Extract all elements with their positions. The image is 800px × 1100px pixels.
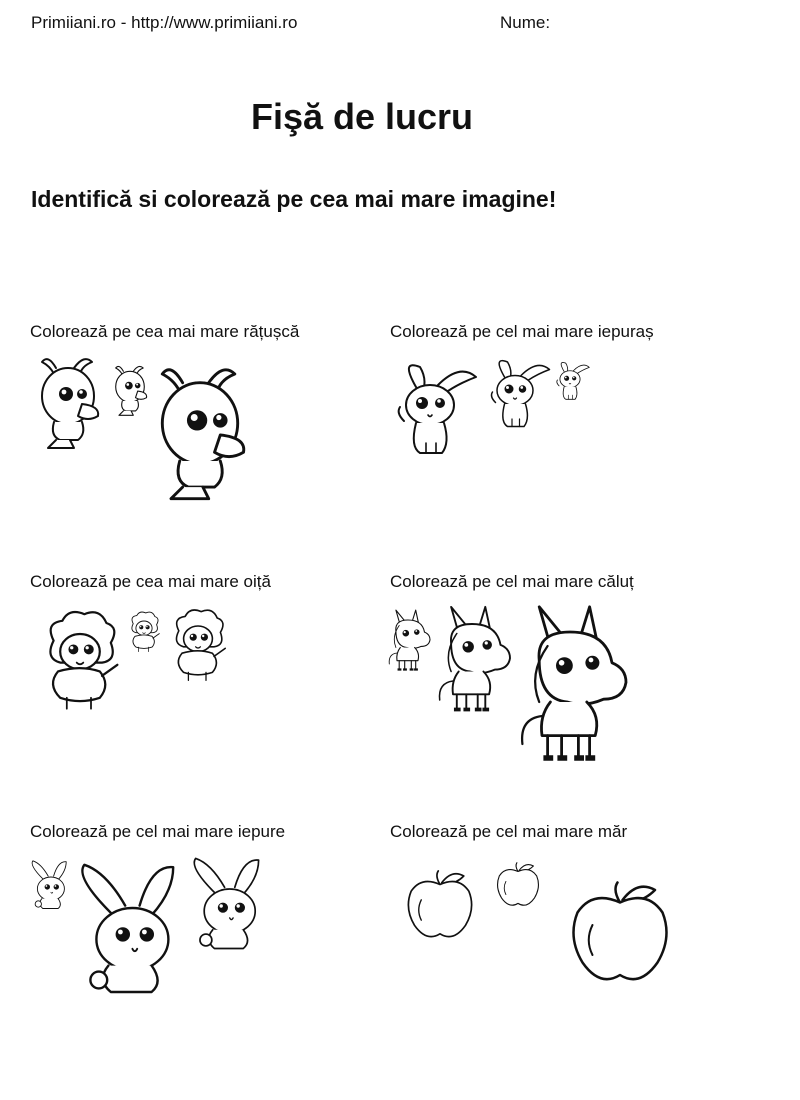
bunny-medium: [492, 361, 550, 427]
task-bunny: [390, 322, 750, 562]
rabbit-medium: [194, 858, 258, 948]
lamb-medium: [176, 610, 225, 680]
rabbit-pictures: [30, 852, 370, 1052]
task-rabbit: [30, 822, 390, 1062]
lamb-large: [50, 612, 117, 709]
duckling-small: [116, 366, 147, 415]
task-caption: Colorează pe cel mai mare măr: [390, 822, 628, 841]
task-caption: Colorează pe cea mai mare oiță: [30, 572, 271, 591]
pony-pictures: [390, 602, 730, 802]
lamb-pictures: [30, 602, 370, 802]
pony-large: [522, 607, 626, 761]
task-caption: Colorează pe cea mai mare rățușcă: [30, 322, 300, 341]
pony-small: [389, 610, 430, 671]
task-pony: [390, 572, 750, 812]
bunny-large: [399, 365, 476, 453]
task-caption: Colorează pe cel mai mare iepure: [30, 822, 286, 841]
instruction: Identifică si colorează pe cea mai mare imagine!: [31, 186, 557, 212]
task-caption: Colorează pe cel mai mare căluț: [390, 572, 634, 591]
duckling-large: [162, 370, 243, 499]
name-label: Nume:: [500, 13, 551, 32]
lamb-small: [132, 612, 159, 652]
task-caption: Colorează pe cel mai mare iepuraș: [390, 322, 654, 341]
duckling-pictures: [30, 352, 370, 552]
apple-medium: [408, 871, 471, 937]
site-header: Primiiani.ro - http://www.primiiani.ro: [31, 13, 298, 32]
bunny-pictures: [390, 352, 730, 552]
task-lamb: [30, 572, 390, 812]
apple-small: [498, 863, 539, 906]
task-apple: [390, 822, 750, 1062]
apple-pictures: [390, 852, 730, 1052]
bunny-small: [557, 362, 589, 399]
rabbit-large: [82, 865, 173, 992]
rabbit-small: [32, 861, 66, 909]
page-title: Fişă de lucru: [250, 96, 474, 137]
pony-medium: [439, 607, 510, 712]
task-duckling: [30, 322, 390, 562]
duckling-medium: [42, 359, 98, 448]
apple-large: [574, 883, 667, 980]
